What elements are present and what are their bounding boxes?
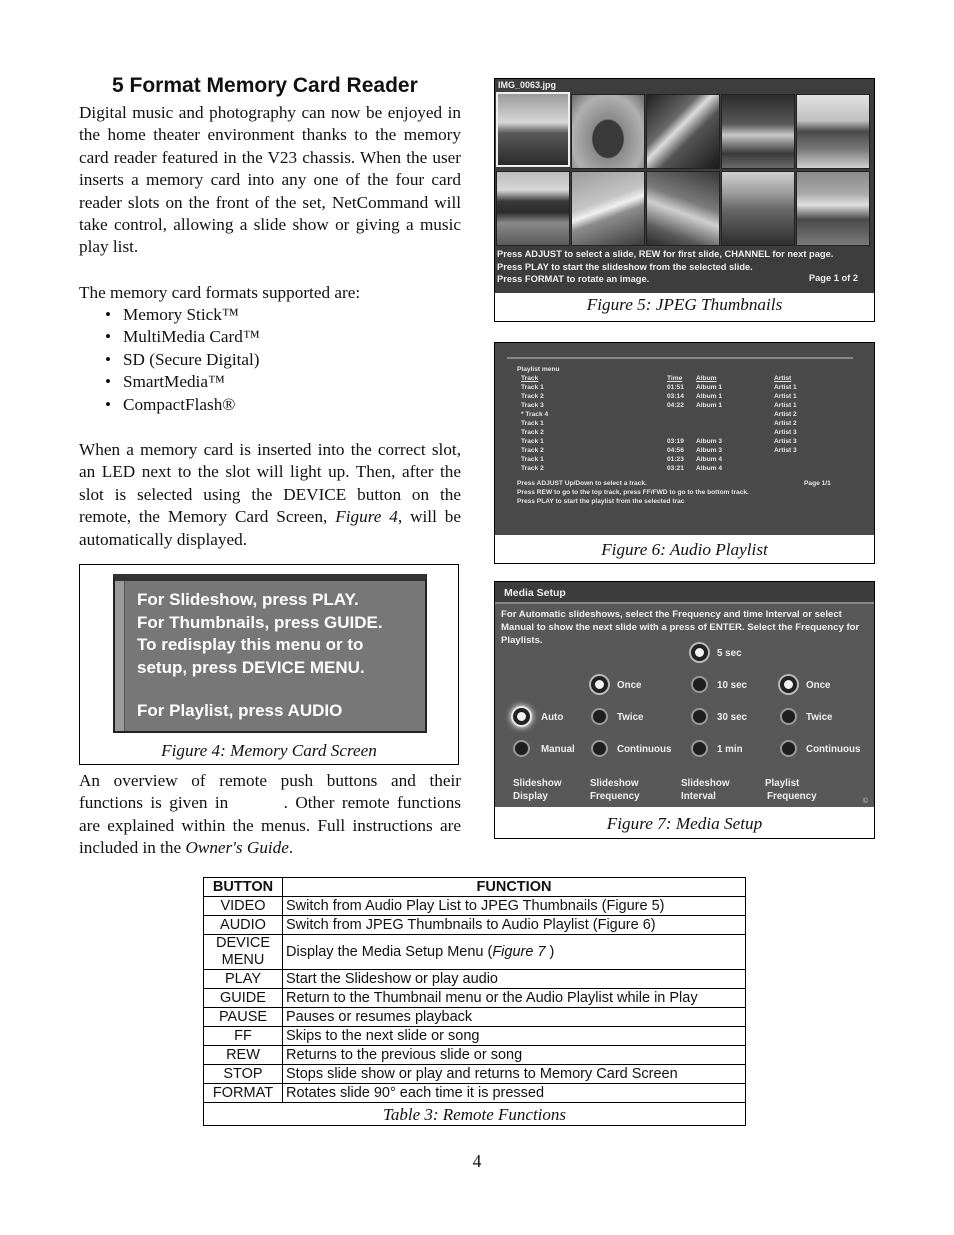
radio-continuous[interactable] xyxy=(591,740,608,757)
playlist-cell-album: Album 3 xyxy=(696,447,723,454)
list-item: • MultiMedia Card™ xyxy=(105,326,260,348)
copyright-mark: © xyxy=(862,798,868,805)
list-item: • Memory Stick™ xyxy=(105,304,260,326)
function-cell: Display the Media Setup Menu (Figure 7 ) xyxy=(283,935,746,970)
playlist-cell-time: 01:23 xyxy=(667,456,684,463)
page-number: 4 xyxy=(472,1151,482,1171)
figure-audio-playlist xyxy=(494,342,875,564)
radio-once[interactable] xyxy=(591,676,608,693)
option-1-min: 1 min xyxy=(717,744,743,755)
led-text-2: , will be automatically displayed. xyxy=(79,507,461,549)
led-text-1: When a memory card is inserted into the correct slot, an LED next to the slot will light up. Then, after the slot is selected using the DEVICE button on the remote, the Memory Card Screen, xyxy=(79,440,461,527)
option-30-sec: 30 sec xyxy=(717,712,747,723)
figure-caption: Figure 5: JPEG Thumbnails xyxy=(586,295,783,314)
playlist-cell-time: 03:14 xyxy=(667,393,684,400)
button-cell: STOP xyxy=(204,1065,283,1084)
playlist-panel xyxy=(507,357,853,515)
radio-continuous-playlist[interactable] xyxy=(780,740,797,757)
radio-1-min[interactable] xyxy=(691,740,708,757)
playlist-cell-track: Track 1 xyxy=(521,438,544,445)
option-manual: Manual xyxy=(541,744,575,755)
playlist-cell-artist: Artist 3 xyxy=(774,447,797,454)
function-cell: Rotates slide 90° each time it is pressed xyxy=(283,1084,746,1103)
figure-media-setup xyxy=(494,581,875,839)
playlist-cell-time: 03:19 xyxy=(667,438,684,445)
playlist-cell-track: Track 3 xyxy=(521,402,544,409)
table-row xyxy=(204,897,746,916)
table-header-row xyxy=(204,878,746,897)
list-item: • SmartMedia™ xyxy=(105,371,260,393)
column-playlist-frequency: Playlist Frequency xyxy=(765,778,817,802)
button-cell: PAUSE xyxy=(204,1008,283,1027)
page-indicator: Page 1 of 2 xyxy=(808,273,858,283)
menu-line: For Playlist, press AUDIO xyxy=(137,701,343,721)
playlist-cell-track: Track 1 xyxy=(521,384,544,391)
playlist-cell-time: 03:21 xyxy=(667,465,684,472)
playlist-cell-album: Album 3 xyxy=(696,438,723,445)
figure-caption: Figure 6: Audio Playlist xyxy=(601,540,768,559)
playlist-cell-album: Album 4 xyxy=(696,465,723,472)
table-row xyxy=(204,916,746,935)
button-cell: GUIDE xyxy=(204,989,283,1008)
playlist-cell-album: Album 1 xyxy=(696,402,723,409)
playlist-cell-track: Track 2 xyxy=(521,393,544,400)
memory-card-screen xyxy=(113,574,427,733)
overview-paragraph: An overview of remote push buttons and their functions is given in . Other remote functions are explained within the menus. Full instructions are included in the Owner's Guide. xyxy=(79,771,461,858)
page-indicator: Page 1/1 xyxy=(804,480,831,487)
memory-card-menu-text xyxy=(137,589,383,723)
media-setup-title: Media Setup xyxy=(495,582,874,604)
playlist-cell-artist: Artist 3 xyxy=(774,438,797,445)
playlist-cell-artist: Artist 1 xyxy=(774,402,797,409)
option-twice-playlist: Twice xyxy=(806,712,833,723)
function-cell: Switch from Audio Play List to JPEG Thumbnails (Figure 5) xyxy=(283,897,746,916)
radio-twice-playlist[interactable] xyxy=(780,708,797,725)
playlist-cell-track: Track 1 xyxy=(521,456,544,463)
playlist-cell-time: 01:51 xyxy=(667,384,684,391)
figure-memory-card-screen xyxy=(79,564,459,765)
playlist-cell-artist: Artist 1 xyxy=(774,384,797,391)
option-auto: Auto xyxy=(541,712,564,723)
thumbnail-forest[interactable] xyxy=(796,94,870,169)
playlist-cell-artist: Artist 3 xyxy=(774,429,797,436)
button-cell: FF xyxy=(204,1027,283,1046)
selected-filename: IMG_0063.jpg xyxy=(498,80,557,90)
radio-30-sec[interactable] xyxy=(691,708,708,725)
radio-auto[interactable] xyxy=(513,708,530,725)
button-cell: AUDIO xyxy=(204,916,283,935)
playlist-title: Playlist menu xyxy=(517,366,560,373)
led-paragraph xyxy=(79,439,461,551)
overview-text-2: . Other remote functions are explained within the menus. Full instructions are included in the xyxy=(79,793,461,858)
button-cell: VIDEO xyxy=(204,897,283,916)
menu-line: For Slideshow, press PLAY. xyxy=(137,590,359,609)
list-item: • SD (Secure Digital) xyxy=(105,349,260,371)
thumbnail-ocean[interactable] xyxy=(721,171,795,246)
thumbnail-tractor[interactable] xyxy=(721,94,795,169)
formats-list xyxy=(105,304,260,416)
button-cell: REW xyxy=(204,1046,283,1065)
function-cell: Returns to the previous slide or song xyxy=(283,1046,746,1065)
button-cell: DEVICE MENU xyxy=(204,935,283,970)
function-cell: Return to the Thumbnail menu or the Audio Playlist while in Play xyxy=(283,989,746,1008)
table-row xyxy=(204,970,746,989)
option-continuous-playlist: Continuous xyxy=(806,744,861,755)
playlist-help-line: Press PLAY to start the playlist from the selected trac xyxy=(517,498,685,505)
thumbnail-screen xyxy=(495,79,874,293)
playlist-cell-track: Track 1 xyxy=(521,420,544,427)
playlist-cell-artist: Artist 1 xyxy=(774,393,797,400)
section-heading: 5 Format Memory Card Reader xyxy=(112,74,418,97)
table-row xyxy=(204,1008,746,1027)
table-row xyxy=(204,1084,746,1103)
column-header-album: Album xyxy=(696,375,717,382)
thumbnail-mountain[interactable] xyxy=(571,171,645,246)
column-slideshow-display: Slideshow Display xyxy=(513,778,562,802)
thumbnail-rhino[interactable] xyxy=(571,94,645,169)
button-cell: FORMAT xyxy=(204,1084,283,1103)
radio-manual[interactable] xyxy=(513,740,530,757)
option-5-sec: 5 sec xyxy=(717,648,742,659)
table-caption: Table 3: Remote Functions xyxy=(204,1103,746,1126)
radio-once-playlist[interactable] xyxy=(780,676,797,693)
playlist-cell-artist: Artist 2 xyxy=(774,411,797,418)
playlist-cell-track: Track 2 xyxy=(521,447,544,454)
intro-paragraph: Digital music and photography can now be enjoyed in the home theater environment thanks to the memory card reader featured in the V23 chassis. When the user inserts a memory card into any one of the four card reader slots on the front of the set, NetCommand will take control, allowing a slide show or giving a music play list. xyxy=(79,103,461,257)
playlist-cell-album: Album 1 xyxy=(696,393,723,400)
playlist-cell-artist: Artist 2 xyxy=(774,420,797,427)
thumbnail-lake[interactable] xyxy=(496,171,570,246)
menu-line: To redisplay this menu or to xyxy=(137,635,364,655)
table-row xyxy=(204,1065,746,1084)
thumbnail-canyon[interactable] xyxy=(646,171,720,246)
figure-caption: Figure 7: Media Setup xyxy=(606,814,763,833)
thumbnail-help-text: Press ADJUST to select a slide, REW for first slide, CHANNEL for next page. Press PLAY to start the slideshow from the selected slide. Press FORMAT to rotate an image. xyxy=(497,249,834,285)
playlist-cell-time: 04:22 xyxy=(667,402,684,409)
table-row xyxy=(204,1027,746,1046)
playlist-cell-track: Track 2 xyxy=(521,465,544,472)
radio-10-sec[interactable] xyxy=(691,676,708,693)
column-slideshow-frequency: Slideshow Frequency xyxy=(590,778,640,802)
playlist-screen xyxy=(495,343,874,535)
radio-twice[interactable] xyxy=(591,708,608,725)
playlist-cell-album: Album 1 xyxy=(696,384,723,391)
playlist-help-line: Press ADJUST Up/Down to select a track. xyxy=(517,480,647,487)
figure-caption: Figure 4: Memory Card Screen xyxy=(161,741,377,760)
formats-intro: The memory card formats supported are: xyxy=(79,283,361,302)
column-header-time: Time xyxy=(667,375,683,382)
owners-guide-reference: Owner's Guide xyxy=(185,838,289,858)
playlist-cell-time: 04:56 xyxy=(667,447,684,454)
figure-reference: Figure 4 xyxy=(335,507,398,527)
column-header-track: Track xyxy=(521,375,539,382)
option-continuous: Continuous xyxy=(617,744,672,755)
media-setup-instructions: For Automatic slideshows, select the Frequency and time Interval or select Manual to show the next slide with a press of ENTER. Select the Frequency for Playlists. xyxy=(501,609,860,647)
thumbnail-building[interactable] xyxy=(796,171,870,246)
menu-line: setup, press DEVICE MENU. xyxy=(137,657,365,677)
table-row xyxy=(204,989,746,1008)
list-item: • CompactFlash® xyxy=(105,394,260,416)
column-header-function: FUNCTION xyxy=(283,878,746,897)
thumbnail-beach[interactable] xyxy=(496,92,570,167)
playlist-cell-album: Album 4 xyxy=(696,456,723,463)
table-body xyxy=(204,897,746,1103)
menu-line: For Thumbnails, press GUIDE. xyxy=(137,612,383,632)
overview-text-1: An overview of remote push buttons and their functions is given in xyxy=(79,771,461,813)
playlist-cell-track: Track 2 xyxy=(521,429,544,436)
table-row xyxy=(204,1046,746,1065)
column-slideshow-interval: Slideshow Interval xyxy=(681,778,730,802)
function-cell: Skips to the next slide or song xyxy=(283,1027,746,1046)
option-twice: Twice xyxy=(617,712,644,723)
playlist-help-line: Press REW to go to the top track, press FF/FWD to go to the bottom track. xyxy=(517,489,749,496)
function-cell: Switch from JPEG Thumbnails to Audio Playlist (Figure 6) xyxy=(283,916,746,935)
option-once-playlist: Once xyxy=(806,680,831,691)
table-row xyxy=(204,935,746,970)
radio-5-sec[interactable] xyxy=(691,644,708,661)
option-once: Once xyxy=(617,680,642,691)
figure-jpeg-thumbnails xyxy=(494,78,875,322)
playlist-cell-track: * Track 4 xyxy=(521,411,549,418)
function-cell: Stops slide show or play and returns to Memory Card Screen xyxy=(283,1065,746,1084)
column-header-button: BUTTON xyxy=(204,878,283,897)
button-cell: PLAY xyxy=(204,970,283,989)
media-setup-screen xyxy=(495,582,874,807)
thumbnail-animals[interactable] xyxy=(646,94,720,169)
function-cell: Start the Slideshow or play audio xyxy=(283,970,746,989)
option-10-sec: 10 sec xyxy=(717,680,747,691)
function-cell: Pauses or resumes playback xyxy=(283,1008,746,1027)
remote-functions-table xyxy=(203,877,746,1126)
column-header-artist: Artist xyxy=(774,375,792,382)
